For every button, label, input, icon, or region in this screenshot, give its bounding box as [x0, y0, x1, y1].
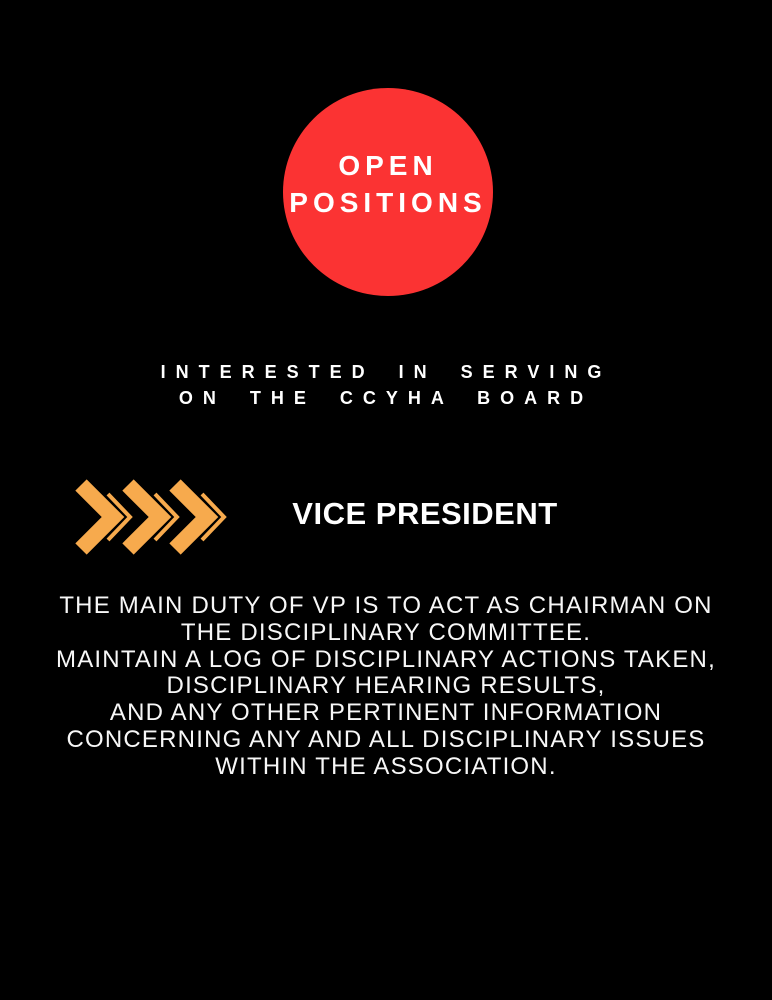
heading-line-1: INTERESTED IN SERVING [160, 362, 612, 382]
triple-chevron-right-icon [71, 477, 231, 555]
body-line: THE MAIN DUTY OF VP IS TO ACT AS CHAIRMAN ON [59, 592, 713, 619]
badge-line-open: OPEN [338, 150, 438, 181]
badge-line-positions: POSITIONS [289, 187, 487, 218]
interested-heading [0, 360, 772, 411]
body-line: AND ANY OTHER PERTINENT INFORMATION [109, 699, 663, 727]
body-line: CONCERNING ANY AND ALL DISCIPLINARY ISSUES [66, 725, 706, 753]
heading-line-2: ON THE CCYHA BOARD [178, 387, 594, 408]
badge-text [289, 147, 486, 221]
position-description [0, 593, 772, 781]
position-title: VICE PRESIDENT [292, 496, 558, 531]
body-line: THE DISCIPLINARY COMMITTEE. [180, 618, 592, 646]
body-line: WITHIN THE ASSOCIATION. [215, 752, 557, 780]
body-line: DISCIPLINARY HEARING RESULTS, [166, 672, 606, 700]
open-positions-badge [283, 88, 493, 296]
body-line: MAINTAIN A LOG OF DISCIPLINARY ACTIONS TAKEN, [56, 645, 716, 673]
